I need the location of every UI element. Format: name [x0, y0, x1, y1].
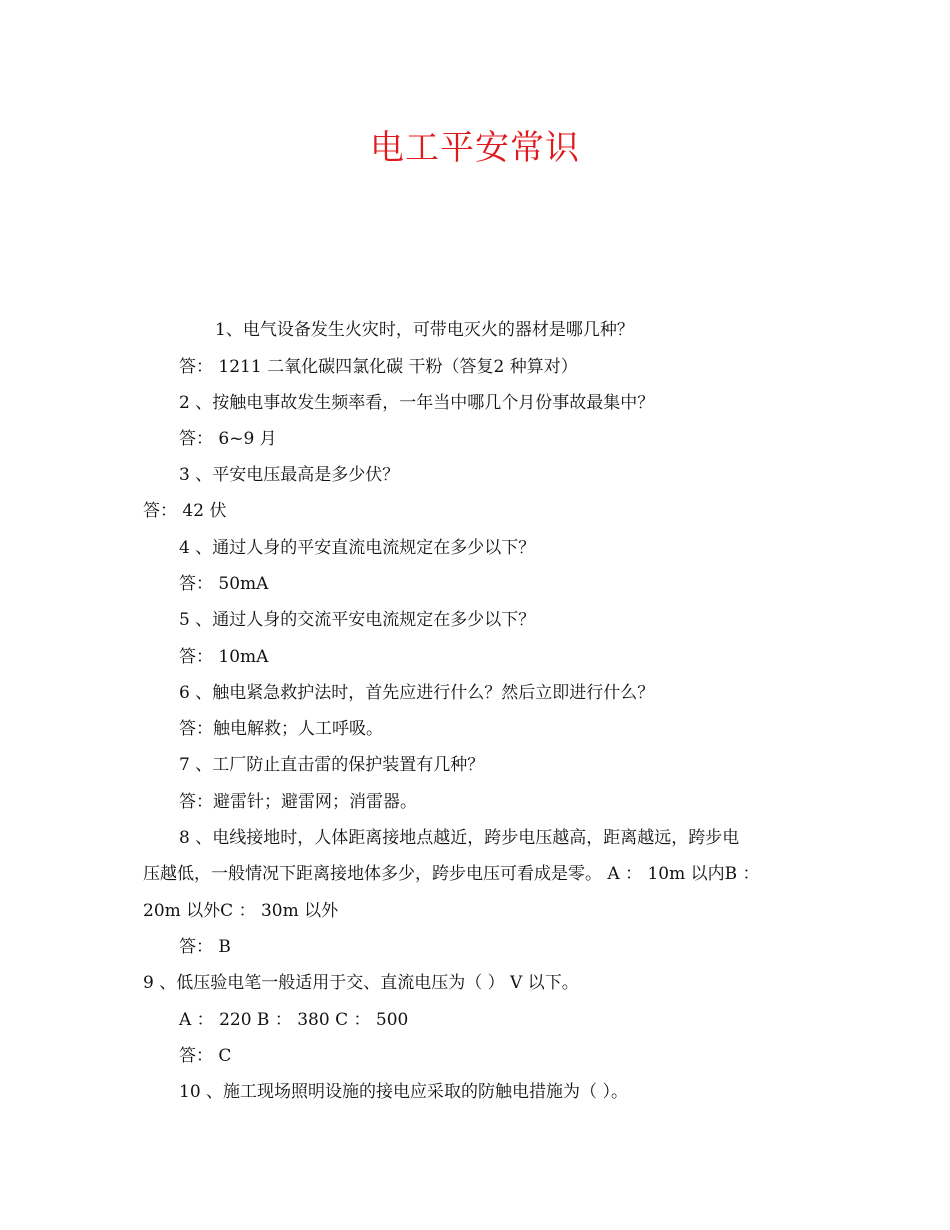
question-2: 2 、按触电事故发生频率看，一年当中哪几个月份事故最集中？	[179, 393, 655, 413]
question-5: 5 、通过人身的交流平安电流规定在多少以下？	[179, 610, 536, 630]
answer-3: 答： 42 伏	[143, 501, 227, 521]
answer-8: 答： B	[179, 937, 231, 957]
question-1: 1、电气设备发生火灾时，可带电灭火的器材是哪几种？	[215, 320, 634, 340]
answer-4: 答： 50mA	[179, 574, 269, 594]
question-3: 3 、平安电压最高是多少伏？	[179, 465, 400, 485]
question-6: 6 、触电紧急救护法时，首先应进行什么？然后立即进行什么？	[179, 683, 655, 703]
answer-5: 答： 10mA	[179, 647, 269, 667]
question-9-options: A ： 220 B ： 380 C ： 500	[179, 1010, 409, 1030]
answer-6: 答：触电解救；人工呼吸。	[179, 719, 383, 739]
question-8-line-2: 压越低，一般情况下距离接地体多少，跨步电压可看成是零。 A ： 10m 以内B ：	[143, 864, 760, 884]
question-4: 4 、通过人身的平安直流电流规定在多少以下？	[179, 538, 536, 558]
question-10: 10 、施工现场照明设施的接电应采取的防触电措施为（ ）。	[179, 1082, 628, 1102]
question-7: 7 、工厂防止直击雷的保护装置有几种？	[179, 755, 485, 775]
question-8-line-3: 20m 以外C ： 30m 以外	[143, 901, 339, 921]
document-title: 电工平安常识	[370, 128, 580, 168]
answer-2: 答： 6~9 月	[179, 429, 277, 449]
answer-1: 答： 1211 二氧化碳四氯化碳 干粉（答复2 种算对）	[179, 357, 578, 377]
answer-7: 答：避雷针；避雷网；消雷器。	[179, 792, 417, 812]
question-8-line-1: 8 、电线接地时，人体距离接地点越近，跨步电压越高，距离越远，跨步电	[179, 828, 740, 848]
question-9: 9 、低压验电笔一般适用于交、直流电压为（ ） V 以下。	[143, 973, 579, 993]
answer-9: 答： C	[179, 1046, 232, 1066]
